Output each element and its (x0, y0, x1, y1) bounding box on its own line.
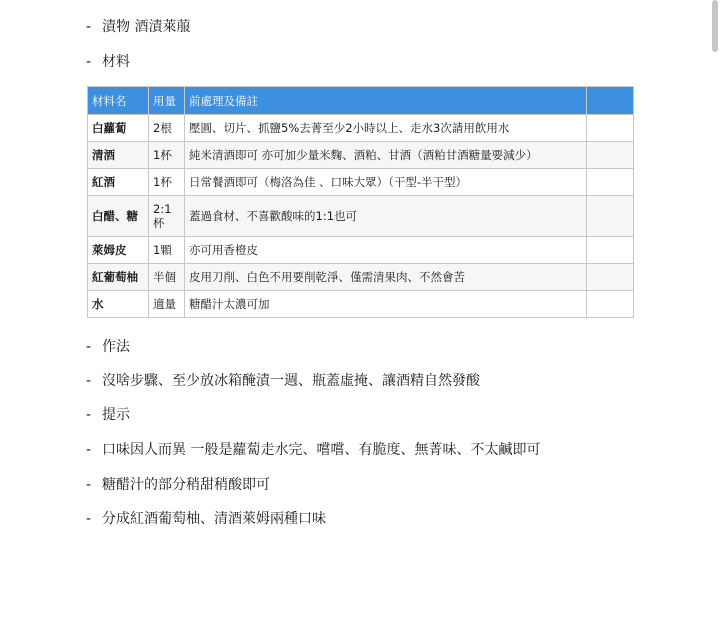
bullet-dash: - (86, 442, 92, 458)
cell-extra (587, 115, 634, 142)
header-note: 前處理及備註 (185, 87, 587, 115)
cell-extra (587, 196, 634, 237)
tip-item (86, 475, 270, 495)
method-heading-bullet (86, 337, 130, 357)
cell-name: 清酒 (88, 142, 149, 169)
cell-extra (587, 169, 634, 196)
tip-item (86, 509, 326, 529)
cell-extra (587, 291, 634, 318)
tip-text: 口味因人而異 一般是蘿蔔走水完、嚐嚐、有脆度、無菁味、不太鹹即可 (102, 442, 541, 458)
bullet-dash: - (86, 511, 92, 527)
cell-qty: 1杯 (149, 142, 185, 169)
cell-qty: 1顆 (149, 237, 185, 264)
cell-name: 紅葡萄柚 (88, 264, 149, 291)
materials-table (87, 86, 634, 318)
header-name: 材料名 (88, 87, 149, 115)
materials-heading: 材料 (102, 54, 130, 70)
table-row (88, 291, 634, 318)
cell-qty: 2根 (149, 115, 185, 142)
table-row (88, 142, 634, 169)
cell-extra (587, 264, 634, 291)
cell-name: 白醋、糖 (88, 196, 149, 237)
table-row (88, 196, 634, 237)
scrollbar-thumb[interactable] (712, 0, 718, 52)
tip-text: 分成紅酒葡萄柚、清酒萊姆兩種口味 (102, 511, 326, 527)
materials-bullet (86, 52, 130, 72)
header-extra (587, 87, 634, 115)
cell-note: 日常餐酒即可（梅洛為佳 、口味大眾）（干型-半干型） (185, 169, 587, 196)
cell-name: 白蘿蔔 (88, 115, 149, 142)
cell-name: 萊姆皮 (88, 237, 149, 264)
bullet-dash: - (86, 407, 92, 423)
cell-extra (587, 142, 634, 169)
bullet-dash: - (86, 339, 92, 355)
cell-qty: 適量 (149, 291, 185, 318)
cell-note: 壓圓、切片、抓鹽5%去菁至少2小時以上、走水3次請用飲用水 (185, 115, 587, 142)
cell-note: 亦可用香橙皮 (185, 237, 587, 264)
table-row (88, 169, 634, 196)
cell-qty: 1杯 (149, 169, 185, 196)
cell-qty: 半個 (149, 264, 185, 291)
table-row (88, 237, 634, 264)
method-text-bullet (86, 371, 480, 391)
tips-heading-bullet (86, 405, 130, 425)
tip-text: 糖醋汁的部分稍甜稍酸即可 (102, 477, 270, 493)
tips-heading: 提示 (102, 407, 130, 423)
bullet-dash: - (86, 19, 92, 35)
method-heading: 作法 (102, 339, 130, 355)
header-qty: 用量 (149, 87, 185, 115)
cell-qty: 2:1杯 (149, 196, 185, 237)
cell-note: 純米清酒即可 亦可加少量米麴、酒粕、甘酒（酒粕甘酒糖量要減少） (185, 142, 587, 169)
bullet-dash: - (86, 373, 92, 389)
table-header-row (88, 87, 634, 115)
cell-note: 皮用刀削、白色不用要削乾淨、僅需清果肉、不然會苦 (185, 264, 587, 291)
cell-extra (587, 237, 634, 264)
title-bullet (86, 17, 190, 37)
cell-note: 糖醋汁太濃可加 (185, 291, 587, 318)
page-title: 漬物 酒漬萊菔 (102, 19, 191, 35)
table-row (88, 115, 634, 142)
cell-name: 水 (88, 291, 149, 318)
bullet-dash: - (86, 477, 92, 493)
tip-item (86, 440, 540, 460)
cell-note: 蓋過食材、不喜歡酸味的1:1也可 (185, 196, 587, 237)
bullet-dash: - (86, 54, 92, 70)
cell-name: 紅酒 (88, 169, 149, 196)
method-text: 沒啥步驟、至少放冰箱醃漬一週、瓶蓋虛掩、讓酒精自然發酸 (102, 373, 480, 389)
table-row (88, 264, 634, 291)
